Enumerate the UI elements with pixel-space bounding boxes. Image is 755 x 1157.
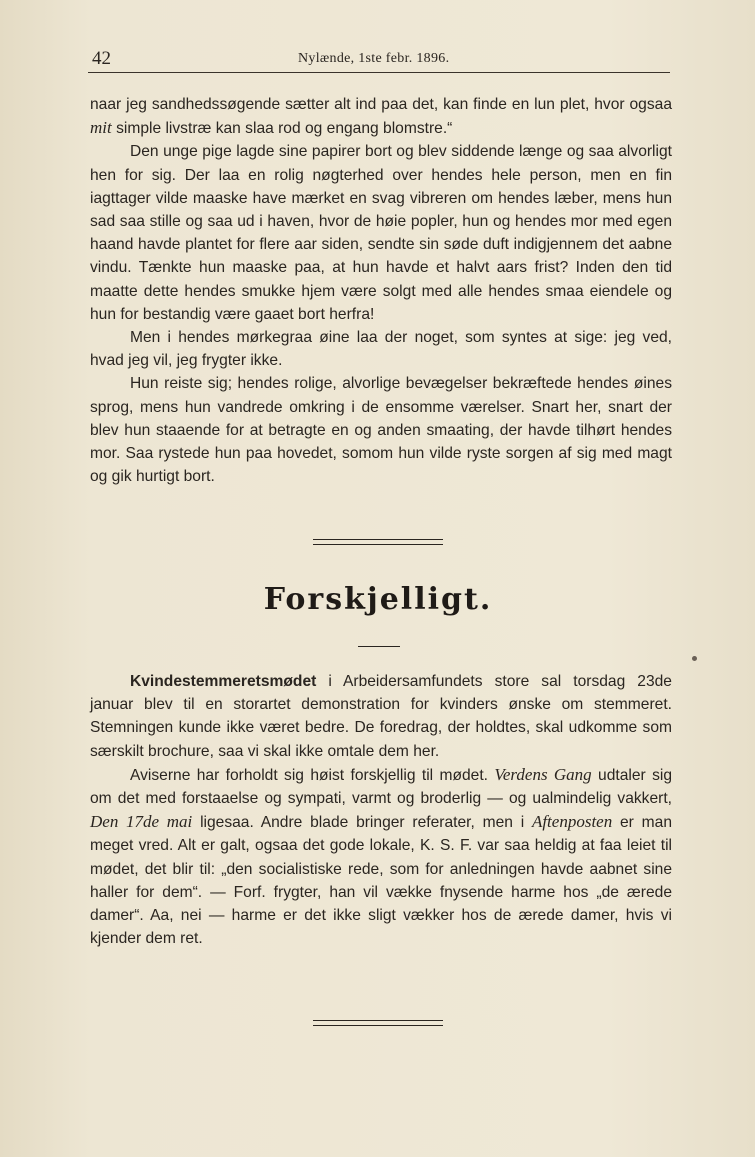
story-paragraph-1-emphasis: mit — [90, 118, 112, 138]
section-divider-bottom — [313, 1020, 443, 1026]
newspaper-name-den-17de-mai: Den 17de mai — [90, 812, 193, 832]
article-paragraph-2-c: ligesaa. Andre blade bringer referater, men i — [192, 814, 532, 832]
story-paragraph-1-text: naar jeg sandhedssøgende sætter alt ind paa det, kan finde en lun plet, hvor ogsaa — [90, 96, 672, 113]
page-number: 42 — [92, 48, 111, 69]
article-paragraph-2 — [90, 763, 672, 951]
page-speck — [692, 656, 697, 661]
running-head: Nylænde, 1ste febr. 1896. — [298, 51, 450, 66]
article-paragraph-2-a: Aviserne har forholdt sig høist forskjellig til mødet. — [130, 766, 495, 784]
story-paragraph-1 — [90, 93, 672, 140]
story-paragraph-2: Den unge pige lagde sine papirer bort og blev siddende længe og saa alvorligt hen for sig. Der laa en rolig nøgterhed over hendes hele person, men en fin iagttager vilde maaske have mærket en svag vibreren om hendes læber, mens hun sad saa stille og saa ud i haven, hvor de høie popler, hun og hendes mor med egen haand havde plantet for flere aar siden, sendte sin søde duft indigjennem det aabne vindu. Tænkte hun maaske paa, at hun havde et halvt aars frist? Inden den tid maatte dette hendes smukke hjem være solgt med alle hendes smaa eiendele og hun for bestandig være gaaet bort herfra! — [90, 143, 672, 323]
newspaper-name-verdens-gang: Verdens Gang — [494, 764, 592, 784]
article-paragraph-1 — [90, 670, 672, 763]
article-paragraph-2-b: udtaler sig om det med forstaaelse og sympati, varmt og broderlig — og ualmindelig vakkert, — [90, 766, 673, 808]
story-paragraph-3: Men i hendes mørkegraa øine laa der noget, som syntes at sige: jeg ved, hvad jeg vil, jeg frygter ikke. — [90, 329, 672, 370]
story-paragraph-4: Hun reiste sig; hendes rolige, alvorlige bevægelser bekræftede hendes øines sprog, mens hun vandrede omkring i de ensomme værelser. Snart her, snart der blev hun staaende for at betragte en og anden smaating, der havde tilhørt hendes mor. Saa rystede hun paa hovedet, somom hun vilde ryste sorgen af sig med magt og gik hurtigt bort. — [90, 375, 672, 486]
article-paragraph-1-text: i Arbeidersamfundets store sal torsdag 23de januar blev til en storartet demonstration for kvinders ønske om stemmeret. Stemningen kunde ikke været bedre. De foredrag, der holdtes, skal udkomme som særskilt brochure, saa vi skal ikke omtale dem her. — [90, 673, 672, 760]
newspaper-name-aftenposten: Aftenposten — [531, 812, 613, 832]
title-underline — [358, 646, 400, 647]
page-header — [88, 46, 670, 74]
article-paragraph-2-d: er man meget vred. Alt er galt, ogsaa det gode lokale, K. S. F. var saa heldig at faa leiet til mødet, det blir til: „den socialistiske rede, som for anledningen havde aabnet sine haller for dem“. — Forf. frygter, han vil vække fnysende harme hos „de ærede damer“. Aa, nei — harme er det ikke sligt vækker hos de ærede damer, hvis vi kjender dem ret. — [90, 814, 672, 948]
story-continuation — [90, 93, 672, 488]
article-body — [90, 670, 672, 950]
header-rule — [88, 72, 670, 73]
article-lead-word: Kvindestemmeretsmødet — [130, 673, 317, 690]
section-divider-top — [313, 539, 443, 545]
section-title: Forskjelligt. — [263, 582, 493, 617]
story-paragraph-1-end: simple livstræ kan slaa rod og engang blomstre.“ — [111, 120, 453, 138]
